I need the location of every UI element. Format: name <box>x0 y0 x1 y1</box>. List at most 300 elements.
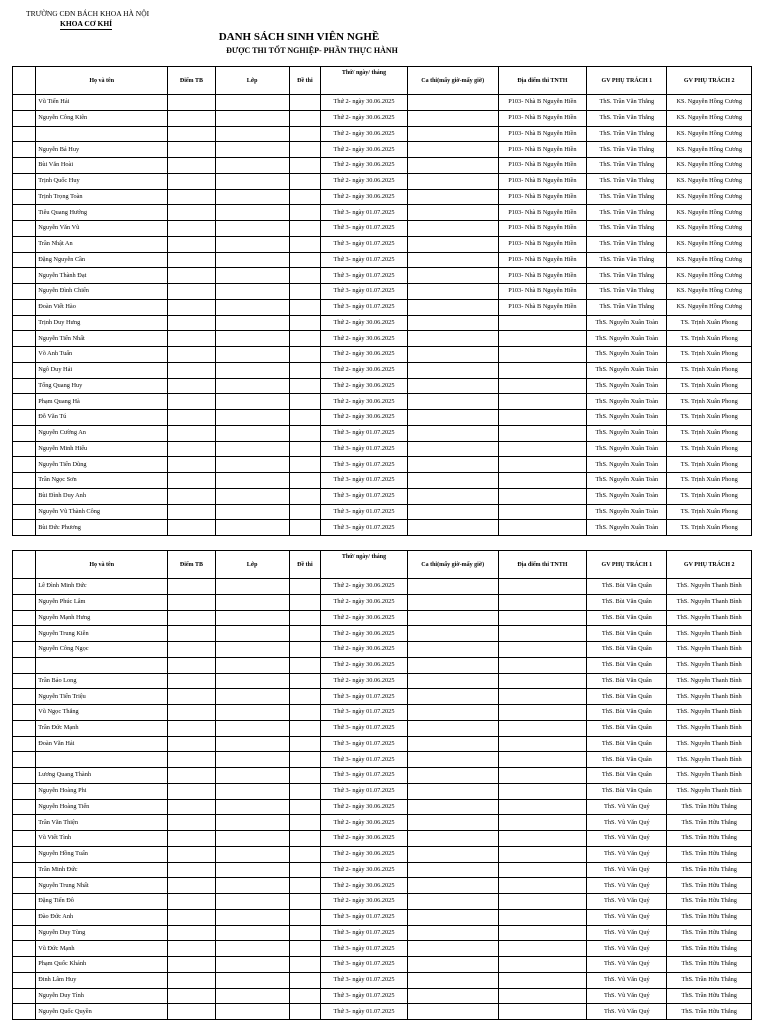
cell-gpa <box>168 752 216 768</box>
col-location: Địa điểm thi TNTH <box>498 67 587 95</box>
cell-exam-date: Thứ 3- ngày 01.07.2025 <box>321 909 408 925</box>
cell-location <box>498 626 587 642</box>
cell-teacher-1: ThS. Vũ Văn Quý <box>587 909 667 925</box>
table-row <box>13 815 752 831</box>
cell-student-name: Bùi Văn Hoài <box>36 158 168 174</box>
cell-teacher-1: ThS. Vũ Văn Quý <box>587 988 667 1004</box>
table-row <box>13 972 752 988</box>
cell-gpa <box>168 1004 216 1020</box>
table-row <box>13 831 752 847</box>
table-row <box>13 752 752 768</box>
cell-exam-date: Thứ 3- ngày 01.07.2025 <box>321 457 408 473</box>
cell-index <box>13 394 36 410</box>
cell-teacher-1: ThS. Nguyễn Xuân Toàn <box>587 488 667 504</box>
cell-student-name <box>36 657 168 673</box>
cell-gpa <box>168 610 216 626</box>
cell-location: P103- Nhà B Nguyễn Hiền <box>498 268 587 284</box>
cell-location <box>498 579 587 595</box>
cell-session <box>407 909 498 925</box>
cell-teacher-2: ThS. Trần Hữu Thắng <box>667 862 752 878</box>
table-row <box>13 957 752 973</box>
cell-exam <box>289 610 321 626</box>
cell-class <box>215 95 289 111</box>
cell-student-name: Đinh Lâm Huy <box>36 972 168 988</box>
student-table-1 <box>12 66 752 536</box>
cell-gpa <box>168 925 216 941</box>
table-row <box>13 768 752 784</box>
cell-location <box>498 362 587 378</box>
cell-teacher-2: ThS. Nguyễn Thanh Bình <box>667 768 752 784</box>
cell-index <box>13 173 36 189</box>
cell-index <box>13 1004 36 1020</box>
cell-exam <box>289 299 321 315</box>
cell-session <box>407 705 498 721</box>
cell-teacher-2: TS. Trịnh Xuân Phong <box>667 378 752 394</box>
cell-exam-date: Thứ 3- ngày 01.07.2025 <box>321 689 408 705</box>
cell-gpa <box>168 799 216 815</box>
cell-exam <box>289 831 321 847</box>
table-row <box>13 878 752 894</box>
student-table-2 <box>12 550 752 1020</box>
cell-teacher-2: TS. Trịnh Xuân Phong <box>667 488 752 504</box>
table-row <box>13 473 752 489</box>
cell-exam-date: Thứ 2- ngày 30.06.2025 <box>321 878 408 894</box>
cell-session <box>407 657 498 673</box>
cell-location <box>498 736 587 752</box>
cell-exam-date: Thứ 3- ngày 01.07.2025 <box>321 268 408 284</box>
cell-student-name: Nguyễn Minh Hiếu <box>36 441 168 457</box>
cell-teacher-1: ThS. Bùi Văn Quân <box>587 642 667 658</box>
cell-class <box>215 441 289 457</box>
cell-location <box>498 705 587 721</box>
table-row <box>13 594 752 610</box>
cell-session <box>407 315 498 331</box>
cell-teacher-1: ThS. Vũ Văn Quý <box>587 815 667 831</box>
col-date: Thứ/ ngày/ tháng <box>321 551 408 579</box>
cell-exam <box>289 799 321 815</box>
cell-teacher-1: ThS. Trần Văn Thắng <box>587 252 667 268</box>
cell-exam <box>289 972 321 988</box>
table-row <box>13 504 752 520</box>
cell-exam-date: Thứ 2- ngày 30.06.2025 <box>321 642 408 658</box>
cell-exam-date: Thứ 2- ngày 30.06.2025 <box>321 862 408 878</box>
cell-location <box>498 315 587 331</box>
cell-exam <box>289 862 321 878</box>
cell-student-name: Vũ Ngọc Thắng <box>36 705 168 721</box>
cell-teacher-1: ThS. Nguyễn Xuân Toàn <box>587 520 667 536</box>
cell-location <box>498 378 587 394</box>
cell-exam <box>289 488 321 504</box>
cell-class <box>215 957 289 973</box>
cell-teacher-2: ThS. Trần Hữu Thắng <box>667 1004 752 1020</box>
table-row <box>13 205 752 221</box>
cell-exam-date: Thứ 2- ngày 30.06.2025 <box>321 378 408 394</box>
cell-teacher-2: TS. Trịnh Xuân Phong <box>667 425 752 441</box>
cell-location: P103- Nhà B Nguyễn Hiền <box>498 221 587 237</box>
cell-exam <box>289 252 321 268</box>
cell-location <box>498 957 587 973</box>
cell-index <box>13 315 36 331</box>
cell-index <box>13 752 36 768</box>
cell-gpa <box>168 957 216 973</box>
cell-gpa <box>168 768 216 784</box>
cell-location <box>498 894 587 910</box>
cell-exam <box>289 594 321 610</box>
table-row <box>13 799 752 815</box>
cell-location <box>498 488 587 504</box>
cell-gpa <box>168 410 216 426</box>
table-row <box>13 299 752 315</box>
cell-teacher-2: TS. Trịnh Xuân Phong <box>667 504 752 520</box>
cell-teacher-1: ThS. Nguyễn Xuân Toàn <box>587 473 667 489</box>
cell-exam-date: Thứ 3- ngày 01.07.2025 <box>321 736 408 752</box>
school-name <box>26 9 150 28</box>
cell-student-name: Lê Đình Minh Đức <box>36 579 168 595</box>
table-row <box>13 189 752 205</box>
cell-index <box>13 425 36 441</box>
cell-index <box>13 268 36 284</box>
cell-teacher-2: TS. Trịnh Xuân Phong <box>667 410 752 426</box>
table-row <box>13 657 752 673</box>
cell-teacher-1: ThS. Trần Văn Thắng <box>587 173 667 189</box>
cell-index <box>13 299 36 315</box>
cell-index <box>13 520 36 536</box>
cell-exam-date: Thứ 2- ngày 30.06.2025 <box>321 594 408 610</box>
cell-session <box>407 815 498 831</box>
table-row <box>13 126 752 142</box>
cell-location <box>498 925 587 941</box>
cell-session <box>407 673 498 689</box>
cell-student-name: Nguyễn Duy Tùng <box>36 925 168 941</box>
cell-teacher-1: ThS. Bùi Văn Quân <box>587 720 667 736</box>
cell-teacher-2: KS. Nguyễn Hồng Cương <box>667 268 752 284</box>
cell-session <box>407 504 498 520</box>
cell-teacher-2: TS. Trịnh Xuân Phong <box>667 315 752 331</box>
cell-gpa <box>168 126 216 142</box>
cell-session <box>407 205 498 221</box>
cell-class <box>215 362 289 378</box>
cell-teacher-2: KS. Nguyễn Hồng Cương <box>667 252 752 268</box>
cell-teacher-1: ThS. Bùi Văn Quân <box>587 579 667 595</box>
cell-teacher-2: TS. Trịnh Xuân Phong <box>667 331 752 347</box>
cell-location: P103- Nhà B Nguyễn Hiền <box>498 236 587 252</box>
cell-session <box>407 158 498 174</box>
cell-teacher-1: ThS. Nguyễn Xuân Toàn <box>587 441 667 457</box>
table-row <box>13 988 752 1004</box>
cell-class <box>215 673 289 689</box>
cell-teacher-1: ThS. Vũ Văn Quý <box>587 846 667 862</box>
cell-index <box>13 347 36 363</box>
cell-session <box>407 988 498 1004</box>
cell-student-name: Nguyễn Duy Tình <box>36 988 168 1004</box>
cell-student-name: Nguyễn Công Kiên <box>36 110 168 126</box>
cell-location <box>498 457 587 473</box>
cell-class <box>215 846 289 862</box>
cell-exam <box>289 378 321 394</box>
cell-student-name: Nguyễn Vũ Thành Công <box>36 504 168 520</box>
cell-class <box>215 205 289 221</box>
cell-student-name: Trần Minh Đức <box>36 862 168 878</box>
cell-gpa <box>168 457 216 473</box>
cell-exam-date: Thứ 2- ngày 30.06.2025 <box>321 331 408 347</box>
cell-gpa <box>168 941 216 957</box>
cell-exam <box>289 268 321 284</box>
cell-teacher-1: ThS. Nguyễn Xuân Toàn <box>587 347 667 363</box>
cell-student-name: Nguyễn Trung Nhất <box>36 878 168 894</box>
cell-gpa <box>168 689 216 705</box>
cell-teacher-1: ThS. Trần Văn Thắng <box>587 95 667 111</box>
cell-session <box>407 736 498 752</box>
cell-class <box>215 284 289 300</box>
cell-exam <box>289 520 321 536</box>
cell-teacher-2: ThS. Nguyễn Thanh Bình <box>667 594 752 610</box>
table-row <box>13 894 752 910</box>
cell-class <box>215 862 289 878</box>
cell-gpa <box>168 441 216 457</box>
cell-location <box>498 347 587 363</box>
cell-teacher-1: ThS. Bùi Văn Quân <box>587 626 667 642</box>
cell-location <box>498 846 587 862</box>
table-row <box>13 173 752 189</box>
cell-exam-date: Thứ 3- ngày 01.07.2025 <box>321 236 408 252</box>
cell-exam-date: Thứ 2- ngày 30.06.2025 <box>321 579 408 595</box>
cell-gpa <box>168 284 216 300</box>
table-row <box>13 457 752 473</box>
cell-session <box>407 173 498 189</box>
cell-gpa <box>168 362 216 378</box>
cell-class <box>215 221 289 237</box>
cell-teacher-1: ThS. Trần Văn Thắng <box>587 205 667 221</box>
cell-index <box>13 126 36 142</box>
cell-gpa <box>168 315 216 331</box>
cell-gpa <box>168 378 216 394</box>
cell-teacher-1: ThS. Vũ Văn Quý <box>587 1004 667 1020</box>
table-row <box>13 347 752 363</box>
cell-index <box>13 894 36 910</box>
cell-gpa <box>168 579 216 595</box>
cell-index <box>13 457 36 473</box>
cell-index <box>13 610 36 626</box>
cell-session <box>407 110 498 126</box>
cell-student-name: Trần Văn Thiện <box>36 815 168 831</box>
cell-class <box>215 909 289 925</box>
cell-teacher-2: ThS. Nguyễn Thanh Bình <box>667 783 752 799</box>
cell-gpa <box>168 831 216 847</box>
cell-gpa <box>168 657 216 673</box>
cell-teacher-1: ThS. Trần Văn Thắng <box>587 268 667 284</box>
cell-index <box>13 768 36 784</box>
cell-class <box>215 815 289 831</box>
cell-exam <box>289 925 321 941</box>
cell-exam-date: Thứ 2- ngày 30.06.2025 <box>321 394 408 410</box>
cell-exam <box>289 457 321 473</box>
cell-teacher-1: ThS. Nguyễn Xuân Toàn <box>587 457 667 473</box>
cell-exam-date: Thứ 3- ngày 01.07.2025 <box>321 441 408 457</box>
cell-student-name: Vũ Tiến Hải <box>36 95 168 111</box>
cell-class <box>215 799 289 815</box>
cell-location <box>498 752 587 768</box>
cell-teacher-1: ThS. Trần Văn Thắng <box>587 284 667 300</box>
cell-session <box>407 941 498 957</box>
cell-session <box>407 236 498 252</box>
table-row <box>13 378 752 394</box>
cell-student-name: Võ Anh Tuấn <box>36 347 168 363</box>
cell-class <box>215 142 289 158</box>
cell-class <box>215 504 289 520</box>
cell-exam <box>289 894 321 910</box>
cell-student-name: Trịnh Duy Hưng <box>36 315 168 331</box>
cell-index <box>13 441 36 457</box>
cell-session <box>407 252 498 268</box>
cell-exam <box>289 158 321 174</box>
cell-class <box>215 1004 289 1020</box>
cell-exam-date: Thứ 3- ngày 01.07.2025 <box>321 988 408 1004</box>
cell-exam-date: Thứ 2- ngày 30.06.2025 <box>321 626 408 642</box>
cell-class <box>215 236 289 252</box>
cell-index <box>13 736 36 752</box>
cell-exam <box>289 173 321 189</box>
cell-teacher-2: KS. Nguyễn Hồng Cương <box>667 236 752 252</box>
col-name: Họ và tên <box>36 67 168 95</box>
cell-index <box>13 252 36 268</box>
col-date: Thứ/ ngày/ tháng <box>321 67 408 95</box>
cell-class <box>215 173 289 189</box>
cell-class <box>215 158 289 174</box>
cell-exam <box>289 579 321 595</box>
cell-teacher-2: TS. Trịnh Xuân Phong <box>667 473 752 489</box>
cell-session <box>407 783 498 799</box>
cell-session <box>407 284 498 300</box>
cell-student-name: Lương Quang Thành <box>36 768 168 784</box>
cell-exam <box>289 689 321 705</box>
cell-student-name: Nguyễn Tiến Nhất <box>36 331 168 347</box>
cell-teacher-2: ThS. Nguyễn Thanh Bình <box>667 736 752 752</box>
cell-student-name: Nguyễn Hoàng Phi <box>36 783 168 799</box>
cell-session <box>407 394 498 410</box>
cell-student-name: Nguyễn Tiến Triệu <box>36 689 168 705</box>
cell-class <box>215 189 289 205</box>
cell-gpa <box>168 846 216 862</box>
cell-student-name: Nguyễn Hoàng Tiến <box>36 799 168 815</box>
cell-exam <box>289 752 321 768</box>
cell-gpa <box>168 142 216 158</box>
cell-teacher-1: ThS. Vũ Văn Quý <box>587 831 667 847</box>
cell-exam <box>289 642 321 658</box>
cell-session <box>407 579 498 595</box>
cell-exam-date: Thứ 3- ngày 01.07.2025 <box>321 925 408 941</box>
cell-session <box>407 610 498 626</box>
cell-session <box>407 878 498 894</box>
cell-gpa <box>168 425 216 441</box>
cell-location: P103- Nhà B Nguyễn Hiền <box>498 189 587 205</box>
cell-student-name: Vũ Đức Mạnh <box>36 941 168 957</box>
cell-teacher-2: ThS. Trần Hữu Thắng <box>667 957 752 973</box>
cell-teacher-1: ThS. Vũ Văn Quý <box>587 925 667 941</box>
cell-location <box>498 783 587 799</box>
table-row <box>13 673 752 689</box>
cell-exam-date: Thứ 3- ngày 01.07.2025 <box>321 705 408 721</box>
cell-teacher-1: ThS. Vũ Văn Quý <box>587 878 667 894</box>
table-row <box>13 488 752 504</box>
cell-teacher-2: ThS. Trần Hữu Thắng <box>667 972 752 988</box>
cell-session <box>407 799 498 815</box>
cell-index <box>13 720 36 736</box>
cell-class <box>215 410 289 426</box>
cell-exam <box>289 473 321 489</box>
cell-teacher-2: ThS. Nguyễn Thanh Bình <box>667 720 752 736</box>
cell-index <box>13 284 36 300</box>
cell-teacher-2: ThS. Nguyễn Thanh Bình <box>667 673 752 689</box>
table-row <box>13 783 752 799</box>
cell-class <box>215 783 289 799</box>
cell-exam <box>289 347 321 363</box>
table-row <box>13 410 752 426</box>
cell-location: P103- Nhà B Nguyễn Hiền <box>498 142 587 158</box>
cell-class <box>215 925 289 941</box>
cell-gpa <box>168 110 216 126</box>
cell-student-name: Trần Nhật An <box>36 236 168 252</box>
cell-class <box>215 988 289 1004</box>
cell-teacher-2: KS. Nguyễn Hồng Cương <box>667 221 752 237</box>
cell-exam <box>289 221 321 237</box>
cell-class <box>215 457 289 473</box>
cell-class <box>215 488 289 504</box>
cell-exam <box>289 189 321 205</box>
col-session: Ca thi(mấy giờ-mấy giờ) <box>407 67 498 95</box>
cell-teacher-1: ThS. Trần Văn Thắng <box>587 221 667 237</box>
cell-exam-date: Thứ 2- ngày 30.06.2025 <box>321 610 408 626</box>
col-class: Lớp <box>215 67 289 95</box>
cell-exam <box>289 878 321 894</box>
cell-exam <box>289 284 321 300</box>
cell-teacher-2: TS. Trịnh Xuân Phong <box>667 441 752 457</box>
cell-exam-date: Thứ 3- ngày 01.07.2025 <box>321 972 408 988</box>
cell-location <box>498 473 587 489</box>
cell-teacher-1: ThS. Bùi Văn Quân <box>587 768 667 784</box>
cell-teacher-2: TS. Trịnh Xuân Phong <box>667 394 752 410</box>
cell-teacher-2: KS. Nguyễn Hồng Cương <box>667 158 752 174</box>
cell-location <box>498 410 587 426</box>
table-row <box>13 362 752 378</box>
cell-exam <box>289 95 321 111</box>
cell-session <box>407 95 498 111</box>
cell-exam <box>289 657 321 673</box>
col-teacher-1: GV PHỤ TRÁCH 1 <box>587 551 667 579</box>
cell-gpa <box>168 504 216 520</box>
cell-student-name: Trần Bảo Long <box>36 673 168 689</box>
cell-teacher-1: ThS. Trần Văn Thắng <box>587 126 667 142</box>
cell-location <box>498 504 587 520</box>
cell-index <box>13 831 36 847</box>
cell-teacher-2: ThS. Nguyễn Thanh Bình <box>667 689 752 705</box>
cell-student-name: Nguyễn Công Ngọc <box>36 642 168 658</box>
cell-exam-date: Thứ 3- ngày 01.07.2025 <box>321 252 408 268</box>
cell-location <box>498 768 587 784</box>
cell-index <box>13 331 36 347</box>
cell-location: P103- Nhà B Nguyễn Hiền <box>498 158 587 174</box>
cell-teacher-2: TS. Trịnh Xuân Phong <box>667 520 752 536</box>
cell-class <box>215 299 289 315</box>
cell-session <box>407 362 498 378</box>
cell-session <box>407 720 498 736</box>
cell-exam-date: Thứ 2- ngày 30.06.2025 <box>321 126 408 142</box>
cell-teacher-2: KS. Nguyễn Hồng Cương <box>667 110 752 126</box>
cell-gpa <box>168 189 216 205</box>
cell-index <box>13 673 36 689</box>
cell-location <box>498 941 587 957</box>
cell-gpa <box>168 158 216 174</box>
cell-exam <box>289 988 321 1004</box>
